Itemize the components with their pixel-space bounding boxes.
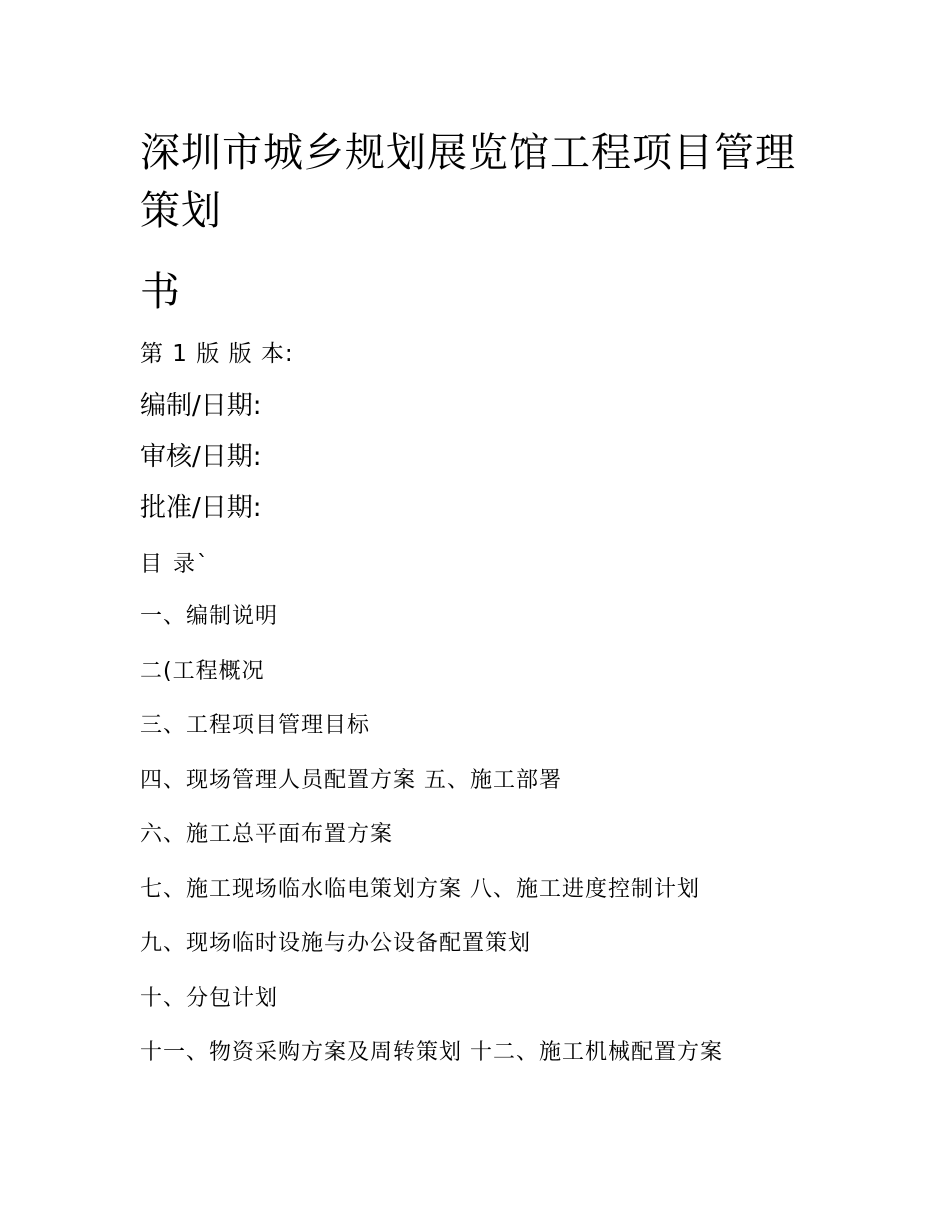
toc-item: 六、施工总平面布置方案 (140, 822, 394, 847)
toc-item: 十、分包计划 (140, 985, 279, 1011)
title-tail: 书 (140, 269, 180, 315)
reviewed-date-label: 审核/日期: (140, 442, 262, 472)
toc-item: 七、施工现场临水临电策划方案 八、施工进度控制计划 (140, 876, 700, 902)
toc-item: 十一、物资采购方案及周转策划 十二、施工机械配置方案 (140, 1040, 723, 1065)
toc-heading: 目 录` (140, 552, 210, 577)
document-title (140, 124, 840, 240)
compiled-date-label: 编制/日期: (140, 391, 262, 421)
toc-item: 二(工程概况 (140, 658, 265, 684)
toc-item: 九、现场临时设施与办公设备配置策划 (140, 931, 532, 956)
title-line-1: 深圳市城乡规划展览馆工程项目管理 (140, 130, 796, 176)
version-label: 第 1 版 版 本: (140, 341, 294, 367)
title-line-2: 策划 (140, 188, 222, 234)
toc-item: 四、现场管理人员配置方案 五、施工部署 (140, 767, 562, 793)
toc-item: 一、编制说明 (140, 604, 279, 629)
toc-item: 三、工程项目管理目标 (140, 713, 371, 738)
table-of-contents (140, 602, 900, 1093)
approved-date-label: 批准/日期: (140, 493, 262, 523)
